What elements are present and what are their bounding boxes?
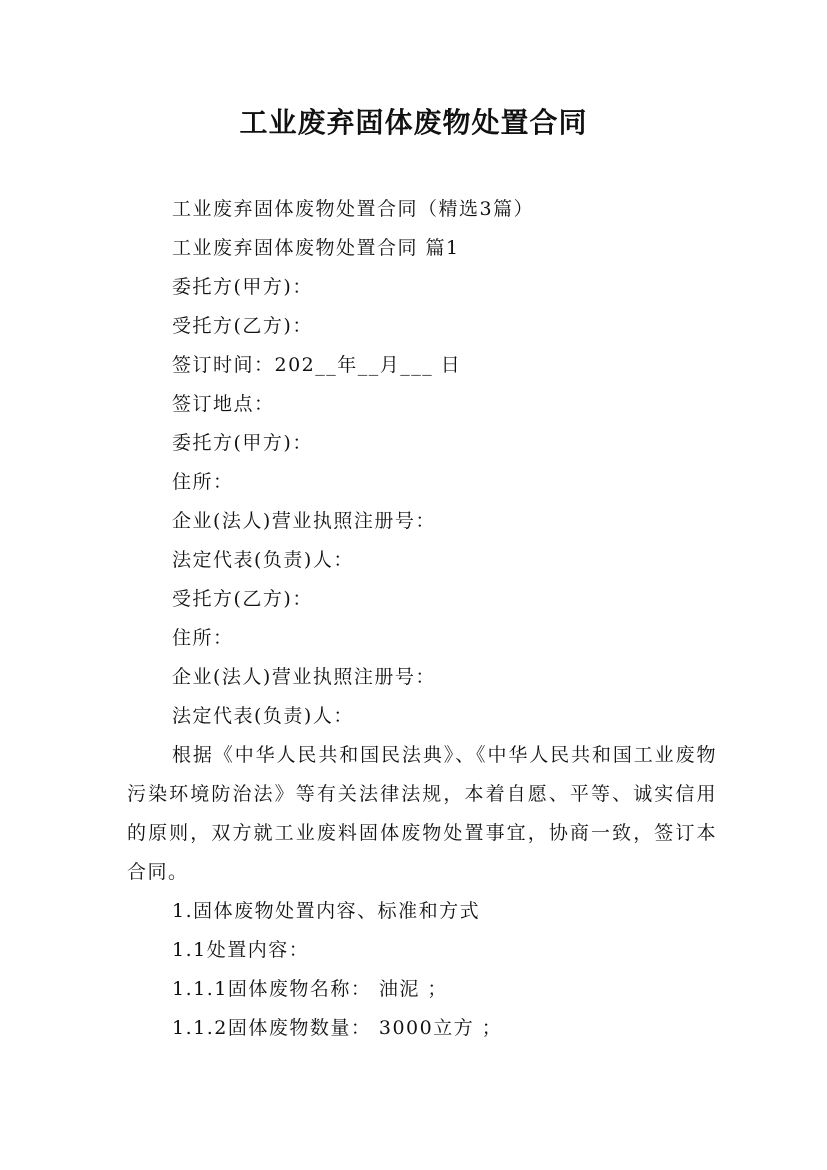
- text-line: 委托方(甲方)：: [172, 276, 313, 298]
- text-line: 企业(法人)营业执照注册号：: [172, 510, 436, 532]
- text-line: 工业废弃固体废物处置合同 篇1: [172, 237, 460, 259]
- text-line: 受托方(乙方)：: [172, 588, 313, 610]
- text-line: 工业废弃固体废物处置合同（精选3篇）: [172, 198, 535, 220]
- text-line: 法定代表(负责)人：: [172, 549, 354, 571]
- text-line: 1.1.1固体废物名称： 油泥 ；: [172, 978, 448, 1000]
- text-line: 签订时间：202__年__月___ 日: [172, 354, 462, 376]
- text-line: 1.1.2固体废物数量： 3000立方 ；: [172, 1017, 503, 1039]
- text-line: 签订地点：: [172, 393, 275, 415]
- text-line: 委托方(甲方)：: [172, 432, 313, 454]
- section-heading: 1.固体废物处置内容、标准和方式: [172, 900, 481, 922]
- document-body: [127, 190, 717, 1048]
- subsection-heading: 1.1处置内容：: [172, 939, 310, 961]
- text-line: 住所：: [172, 627, 234, 649]
- text-line: 受托方(乙方)：: [172, 315, 313, 337]
- text-line: 住所：: [172, 471, 234, 493]
- text-line: 企业(法人)营业执照注册号：: [172, 666, 436, 688]
- text-line: 法定代表(负责)人：: [172, 705, 354, 727]
- document-title: 工业废弃固体废物处置合同: [239, 106, 588, 139]
- body-paragraph: 根据《中华人民共和国民法典》、《中华人民共和国工业废物污染环境防治法》等有关法律法规，本着自愿、平等、诚实信用的原则，双方就工业废料固体废物处置事宜，协商一致，签订本合同。: [127, 744, 717, 883]
